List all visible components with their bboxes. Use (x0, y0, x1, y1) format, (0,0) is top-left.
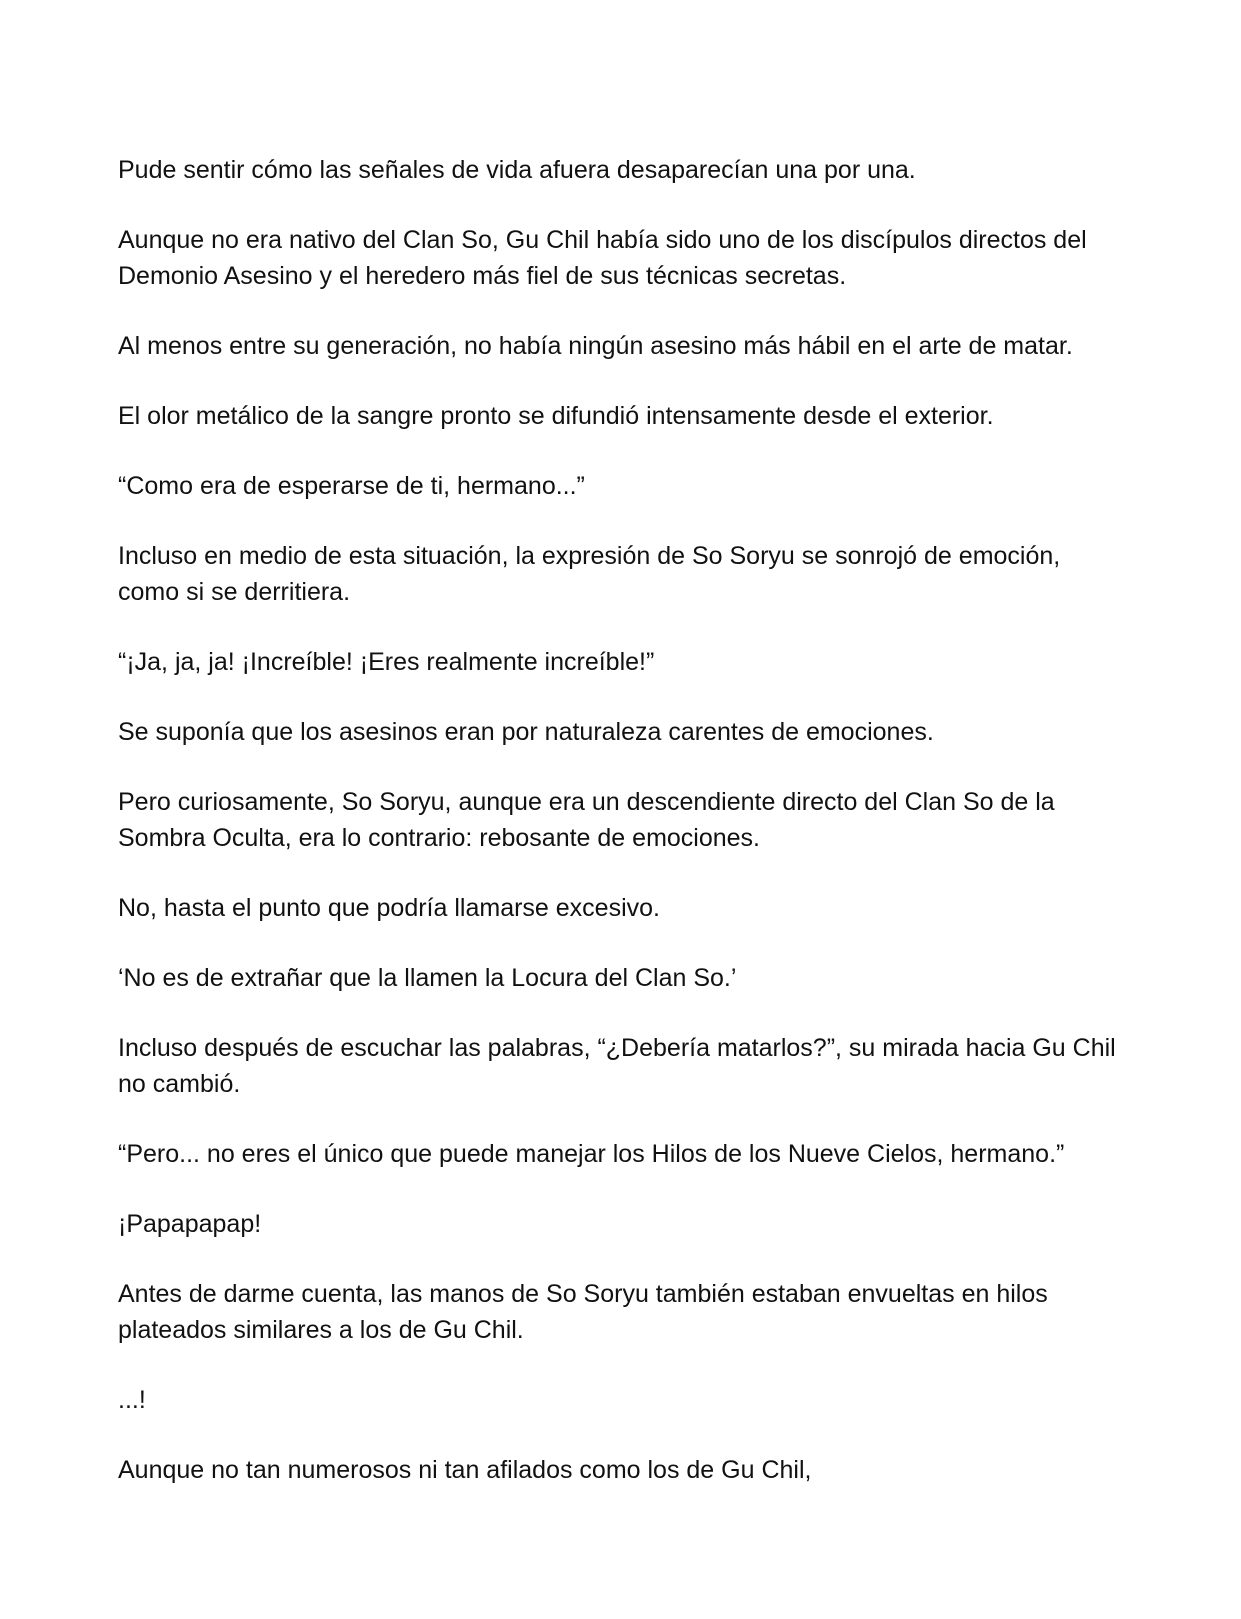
paragraph: Incluso después de escuchar las palabras, “¿Debería matarlos?”, su mirada hacia Gu Chil no cambió. (118, 1034, 1116, 1098)
paragraph: Al menos entre su generación, no había ningún asesino más hábil en el arte de matar. (118, 332, 1073, 360)
thought-line: ‘No es de extrañar que la llamen la Locura del Clan So.’ (118, 964, 737, 992)
paragraph: Aunque no era nativo del Clan So, Gu Chil había sido uno de los discípulos directos del Demonio Asesino y el heredero más fiel de sus técnicas secretas. (118, 226, 1087, 290)
dialogue-line: “¡Ja, ja, ja! ¡Increíble! ¡Eres realmente increíble!” (118, 648, 655, 676)
sound-effect: ¡Papapapap! (118, 1210, 262, 1238)
paragraph: Aunque no tan numerosos ni tan afilados como los de Gu Chil, (118, 1456, 812, 1484)
dialogue-line: “Pero... no eres el único que puede manejar los Hilos de los Nueve Cielos, hermano.” (118, 1140, 1065, 1168)
paragraph: Incluso en medio de esta situación, la expresión de So Soryu se sonrojó de emoción, como si se derritiera. (118, 542, 1061, 606)
paragraph: Pero curiosamente, So Soryu, aunque era un descendiente directo del Clan So de la Sombra Oculta, era lo contrario: rebosante de emociones. (118, 788, 1055, 852)
document-body (118, 152, 1128, 1522)
paragraph: No, hasta el punto que podría llamarse excesivo. (118, 894, 660, 922)
paragraph: Pude sentir cómo las señales de vida afuera desaparecían una por una. (118, 156, 916, 184)
paragraph: Se suponía que los asesinos eran por naturaleza carentes de emociones. (118, 718, 934, 746)
dialogue-line: “Como era de esperarse de ti, hermano...” (118, 472, 585, 500)
paragraph: El olor metálico de la sangre pronto se difundió intensamente desde el exterior. (118, 402, 994, 430)
paragraph: Antes de darme cuenta, las manos de So Soryu también estaban envueltas en hilos plateados similares a los de Gu Chil. (118, 1280, 1048, 1344)
exclamation-line: ...! (118, 1386, 146, 1414)
